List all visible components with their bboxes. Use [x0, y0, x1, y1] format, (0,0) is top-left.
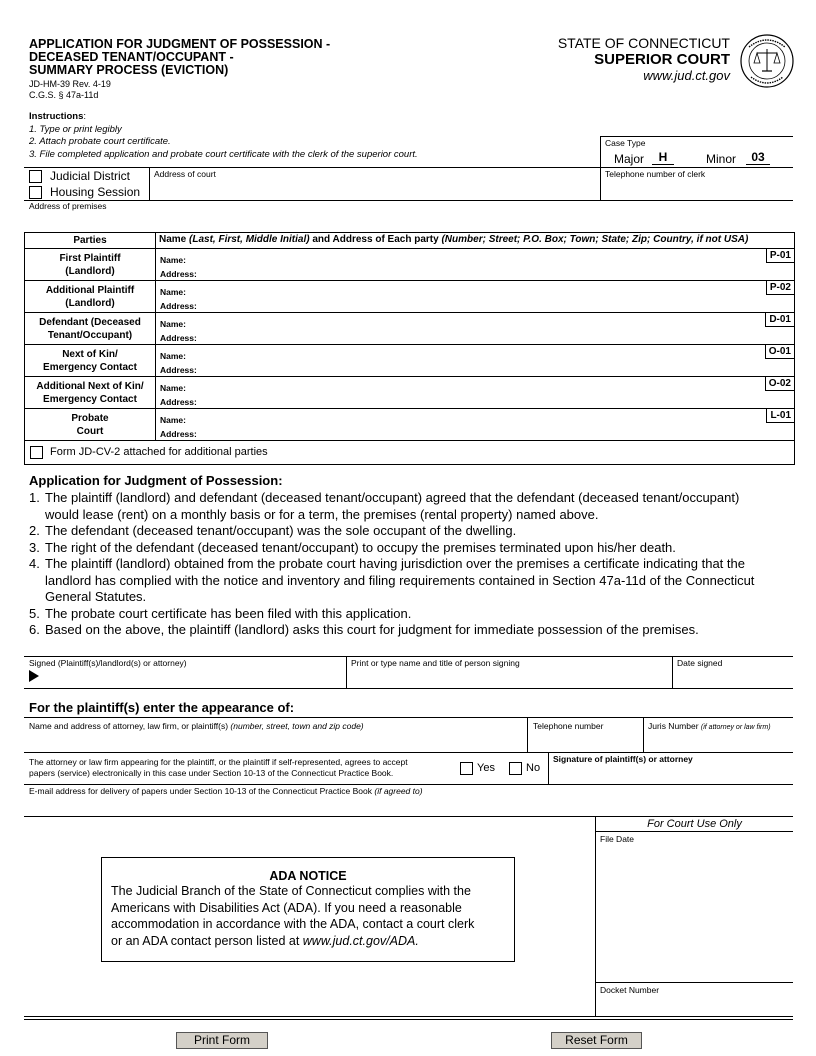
- state-name: STATE OF CONNECTICUT: [557, 35, 730, 51]
- reset-form-button[interactable]: Reset Form: [551, 1032, 642, 1049]
- application-items: [29, 490, 789, 639]
- court-use-title: For Court Use Only: [647, 818, 742, 830]
- application-item: 3. The right of the defendant (deceased tenant/occupant) to occupy the premises terminated upon his/her death.: [29, 539, 676, 555]
- court-website: www.jud.ct.gov: [643, 68, 730, 83]
- parties-table: [24, 232, 795, 465]
- print-form-button[interactable]: Print Form: [176, 1032, 268, 1049]
- parties-col-header: Parties: [25, 233, 156, 248]
- parties-header-row: [25, 233, 794, 249]
- party-label: Additional Plaintiff (Landlord): [25, 281, 156, 312]
- attorney-telephone-field[interactable]: [533, 732, 639, 750]
- signature-field[interactable]: [44, 668, 342, 686]
- party-label: Probate Court: [25, 409, 156, 440]
- party-label: First Plaintiff (Landlord): [25, 249, 156, 280]
- clerk-telephone-label: Telephone number of clerk: [605, 169, 706, 179]
- ada-text: The Judicial Branch of the State of Connecticut complies with the Americans with Disabilities Act (ADA). If you need a reasonable accommodation in accordance with the ADA, contact a court clerk or an ADA contact person listed at www.jud.ct.gov/ADA.: [111, 884, 475, 948]
- attorney-telephone-label: Telephone number: [533, 721, 604, 731]
- ada-title: ADA NOTICE: [269, 869, 347, 883]
- case-major-label: Major: [614, 152, 645, 166]
- date-signed-field[interactable]: [677, 668, 789, 686]
- instruction-item: 2. Attach probate court certificate.: [29, 136, 171, 147]
- title-line: APPLICATION FOR JUDGMENT OF POSSESSION -: [29, 37, 331, 51]
- sign-here-arrow-icon: [29, 670, 39, 682]
- attorney-signature-field[interactable]: [553, 765, 789, 782]
- e-service-yes-label: Yes: [477, 762, 495, 774]
- juris-number-field[interactable]: [648, 732, 789, 750]
- party-row: [25, 345, 794, 377]
- application-item: 6. Based on the above, the plaintiff (landlord) asks this court for judgment for immediate possession of the premises.: [29, 622, 699, 637]
- case-minor-label: Minor: [706, 152, 737, 166]
- name-address-col-header: Name (Last, First, Middle Initial) and Address of Each party (Number; Street; P.O. Box; Town; State; Zip; Country, if not USA): [159, 234, 749, 245]
- form-title: [29, 38, 330, 77]
- file-date-label: File Date: [600, 834, 635, 844]
- e-service-yes-checkbox[interactable]: [460, 762, 473, 775]
- application-heading: Application for Judgment of Possession:: [29, 473, 283, 488]
- title-line: SUMMARY PROCESS (EVICTION): [29, 63, 229, 77]
- instruction-item: 3. File completed application and probate court certificate with the clerk of the superior court.: [29, 148, 418, 160]
- party-code: D-01: [765, 313, 794, 327]
- statute: C.G.S. § 47a-11d: [29, 90, 99, 100]
- case-major-value[interactable]: H: [652, 150, 674, 165]
- party-fields[interactable]: Name: Address: P-01: [156, 249, 794, 280]
- print-name-field[interactable]: [351, 668, 667, 686]
- jd-cv-2-label: Form JD-CV-2 attached for additional parties: [50, 446, 268, 458]
- clerk-telephone-field[interactable]: [605, 180, 790, 198]
- party-code: L-01: [766, 409, 794, 423]
- case-minor-value[interactable]: 03: [746, 150, 770, 165]
- party-code: O-01: [765, 345, 794, 359]
- case-type-label: Case Type: [605, 138, 646, 148]
- premises-address-label: Address of premises: [29, 201, 107, 211]
- court-heading: [558, 35, 730, 83]
- party-label: Next of Kin/ Emergency Contact: [25, 345, 156, 376]
- court-seal-icon: [739, 33, 795, 89]
- party-row: [25, 281, 794, 313]
- party-code: P-01: [766, 249, 794, 263]
- party-code: P-02: [766, 281, 794, 295]
- party-row: [25, 377, 794, 409]
- premises-address-field[interactable]: [24, 212, 793, 230]
- judicial-district-label: Judicial District: [50, 169, 131, 183]
- court-address-field[interactable]: [154, 180, 594, 198]
- attorney-name-label: Name and address of attorney, law firm, or plaintiff(s) (number, street, town and zip code): [29, 721, 364, 731]
- party-row: [25, 409, 794, 441]
- attached-row: [25, 441, 794, 464]
- party-label: Defendant (Deceased Tenant/Occupant): [25, 313, 156, 344]
- e-service-no-label: No: [526, 762, 541, 774]
- judicial-district-checkbox[interactable]: [29, 170, 42, 183]
- party-fields[interactable]: Name: Address: L-01: [156, 409, 794, 440]
- signed-label: Signed (Plaintiff(s)/landlord(s) or attorney): [29, 658, 187, 668]
- juris-number-label: Juris Number (if attorney or law firm): [648, 721, 771, 731]
- email-field[interactable]: [29, 797, 789, 813]
- application-item: 4. The plaintiff (landlord) obtained from the probate court having jurisdiction over the premises a certificate indicating that the landlord has complied with the notice and inventory and filing requirements contained in Section 47a-11d of the Connecticut General Statutes.: [29, 556, 755, 604]
- party-code: O-02: [765, 377, 794, 391]
- docket-number-label: Docket Number: [600, 985, 660, 995]
- instructions: Instructions: 1. Type or print legibly 2. Attach probate court certificate. 3. File completed application and probate court certificate with the clerk of the superior court.: [29, 111, 418, 160]
- attorney-signature-label: Signature of plaintiff(s) or attorney: [553, 754, 693, 764]
- email-label: E-mail address for delivery of papers under Section 10-13 of the Connecticut Practice Book (if agreed to): [29, 786, 423, 796]
- party-fields[interactable]: Name: Address: O-02: [156, 377, 794, 408]
- party-fields[interactable]: Name: Address: O-01: [156, 345, 794, 376]
- ada-notice: [101, 857, 515, 962]
- form-number: JD-HM-39 Rev. 4-19: [29, 79, 111, 89]
- party-row: [25, 313, 794, 345]
- e-service-agreement: The attorney or law firm appearing for the plaintiff, or the plaintiff if self-represented, agrees to accept papers (service) electronically in this case under Section 10-13 of the Connecticut Practice Book.: [29, 757, 408, 778]
- appearance-heading: For the plaintiff(s) enter the appearance of:: [29, 700, 295, 715]
- print-name-label: Print or type name and title of person signing: [351, 658, 520, 668]
- housing-session-checkbox[interactable]: [29, 186, 42, 199]
- party-row: [25, 249, 794, 281]
- instruction-item: 1. Type or print legibly: [29, 123, 122, 135]
- e-service-no-checkbox[interactable]: [509, 762, 522, 775]
- date-signed-label: Date signed: [677, 658, 723, 668]
- party-fields[interactable]: Name: Address: D-01: [156, 313, 794, 344]
- application-item: 2. The defendant (deceased tenant/occupant) was the sole occupant of the dwelling.: [29, 523, 517, 538]
- application-item: 5. The probate court certificate has been filed with this application.: [29, 605, 412, 621]
- housing-session-label: Housing Session: [50, 185, 141, 199]
- attorney-name-field[interactable]: [29, 732, 523, 750]
- court-address-label: Address of court: [154, 169, 216, 179]
- court-name: SUPERIOR COURT: [594, 51, 730, 68]
- party-fields[interactable]: Name: Address: P-02: [156, 281, 794, 312]
- instructions-title: Instructions: [29, 111, 84, 122]
- jd-cv-2-checkbox[interactable]: [30, 446, 43, 459]
- application-item: 1. The plaintiff (landlord) and defendant (deceased tenant/occupant) agreed that the defendant (deceased tenant/occupant) would lease (rent) on a monthly basis or for a term, the premises (rental property) named above.: [29, 490, 740, 522]
- party-label: Additional Next of Kin/ Emergency Contact: [25, 377, 156, 408]
- title-line: DECEASED TENANT/OCCUPANT -: [29, 50, 234, 64]
